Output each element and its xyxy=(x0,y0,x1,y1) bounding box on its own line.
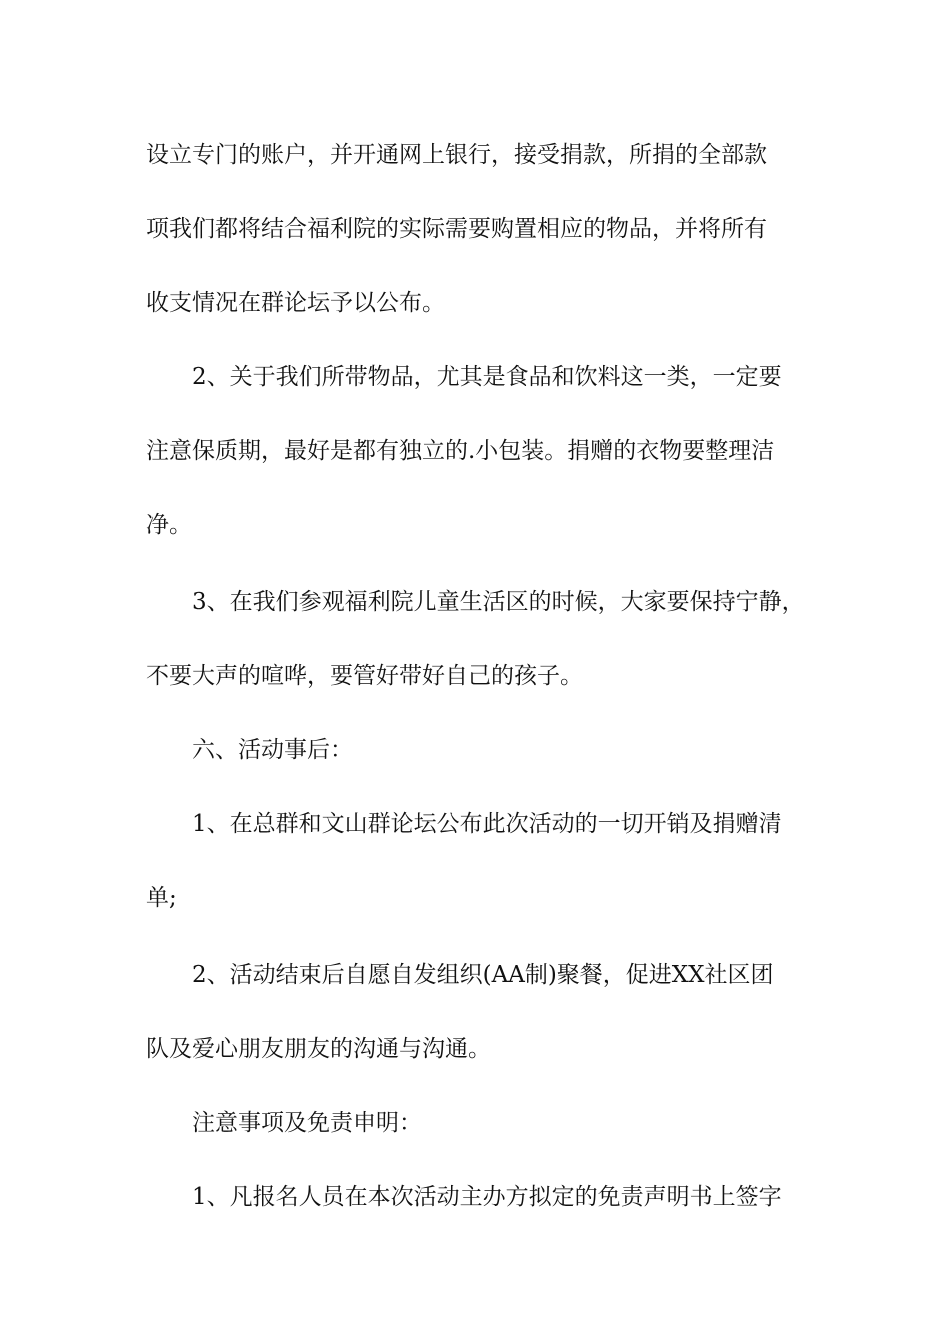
paragraph-line: 队及爱心朋友朋友的沟通与沟通。 xyxy=(146,1036,491,1062)
paragraph-line: 2、关于我们所带物品，尤其是食品和饮料这一类，一定要 xyxy=(192,364,782,390)
section-heading: 注意事项及免责申明： xyxy=(192,1110,422,1136)
paragraph-line: 3、在我们参观福利院儿童生活区的时候，大家要保持宁静， xyxy=(192,589,805,615)
paragraph-line: 1、凡报名人员在本次活动主办方拟定的免责声明书上签字 xyxy=(192,1184,782,1210)
paragraph-line: 项我们都将结合福利院的实际需要购置相应的物品，并将所有 xyxy=(146,216,767,242)
paragraph-line: 净。 xyxy=(146,512,192,538)
paragraph-line: 2、活动结束后自愿自发组织(AA制)聚餐，促进XX社区团 xyxy=(192,962,774,988)
paragraph-line: 不要大声的喧哗，要管好带好自己的孩子。 xyxy=(146,663,583,689)
paragraph-line: 1、在总群和文山群论坛公布此次活动的一切开销及捐赠清 xyxy=(192,811,782,837)
paragraph-line: 单; xyxy=(146,885,177,911)
paragraph-line: 设立专门的账户，并开通网上银行，接受捐款，所捐的全部款 xyxy=(146,142,767,168)
paragraph-line: 注意保质期，最好是都有独立的.小包装。捐赠的衣物要整理洁 xyxy=(146,438,775,464)
section-heading: 六、活动事后： xyxy=(192,737,353,763)
paragraph-line: 收支情况在群论坛予以公布。 xyxy=(146,290,445,316)
